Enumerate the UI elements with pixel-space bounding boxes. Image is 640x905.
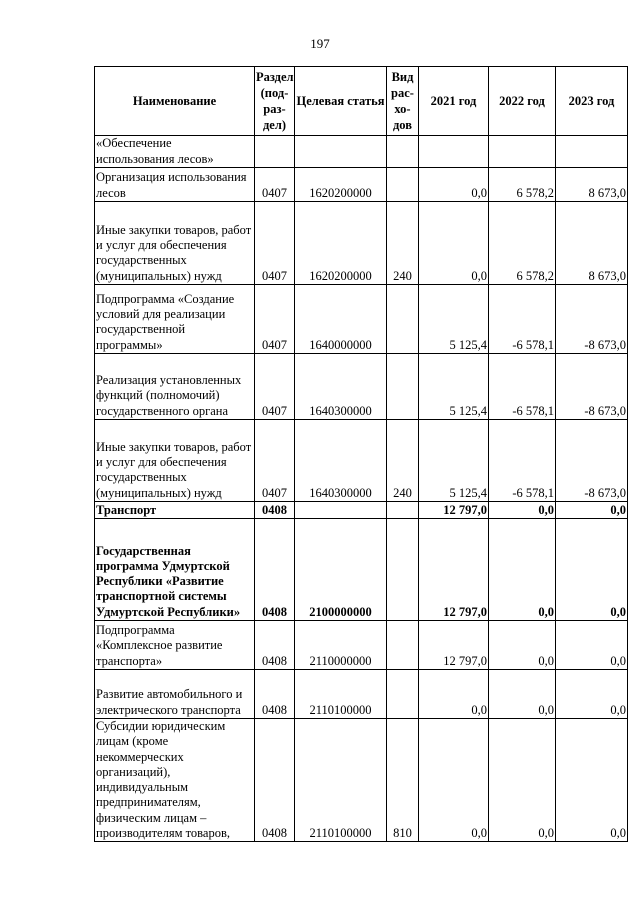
cell-section: 0407	[255, 285, 295, 354]
cell-name: Субсидии юридическим лицам (кроме некоммерческих организаций), индивидуальным предпринимателям, физическим лицам – производителям товаров,	[95, 719, 255, 842]
cell-target: 2110000000	[295, 621, 387, 670]
cell-2023: 8 673,0	[556, 168, 628, 202]
cell-2022: 6 578,2	[489, 202, 556, 285]
cell-name: Государственная программа Удмуртской Республики «Развитие транспортной системы Удмуртской Республики»	[95, 519, 255, 621]
cell-2023: -8 673,0	[556, 354, 628, 420]
cell-name: Транспорт	[95, 502, 255, 519]
table-row	[95, 719, 628, 842]
cell-2023: 0,0	[556, 719, 628, 842]
cell-2023: -8 673,0	[556, 420, 628, 502]
cell-section: 0408	[255, 621, 295, 670]
cell-2021: 5 125,4	[419, 285, 489, 354]
cell-2021: 0,0	[419, 168, 489, 202]
table-row	[95, 285, 628, 354]
cell-2022: -6 578,1	[489, 420, 556, 502]
table-row	[95, 202, 628, 285]
cell-target: 2100000000	[295, 519, 387, 621]
header-2022: 2022 год	[489, 67, 556, 136]
cell-2022: 0,0	[489, 621, 556, 670]
cell-kind	[387, 502, 419, 519]
cell-2021: 12 797,0	[419, 502, 489, 519]
cell-kind: 240	[387, 420, 419, 502]
cell-2023: 8 673,0	[556, 202, 628, 285]
cell-target: 1640300000	[295, 420, 387, 502]
cell-2021: 0,0	[419, 719, 489, 842]
cell-target: 1620200000	[295, 168, 387, 202]
cell-kind	[387, 136, 419, 168]
cell-section: 0407	[255, 354, 295, 420]
cell-kind	[387, 168, 419, 202]
cell-section: 0408	[255, 670, 295, 719]
cell-section: 0407	[255, 168, 295, 202]
cell-section: 0408	[255, 519, 295, 621]
table-row	[95, 621, 628, 670]
cell-2023: 0,0	[556, 670, 628, 719]
cell-section: 0408	[255, 719, 295, 842]
header-2023: 2023 год	[556, 67, 628, 136]
header-kind: Вид рас-хо-дов	[387, 67, 419, 136]
cell-target	[295, 136, 387, 168]
cell-section: 0408	[255, 502, 295, 519]
cell-2021: 0,0	[419, 670, 489, 719]
table-row	[95, 519, 628, 621]
table-header-row	[95, 67, 628, 136]
page-number: 197	[310, 36, 330, 51]
cell-2021: 5 125,4	[419, 420, 489, 502]
cell-name: Подпрограмма «Создание условий для реализации государственной программы»	[95, 285, 255, 354]
cell-2021	[419, 136, 489, 168]
table-row	[95, 670, 628, 719]
cell-2022: 0,0	[489, 502, 556, 519]
cell-2022: 0,0	[489, 519, 556, 621]
cell-section	[255, 136, 295, 168]
cell-name: Развитие автомобильного и электрического транспорта	[95, 670, 255, 719]
header-target: Целевая статья	[295, 67, 387, 136]
cell-name: Реализация установленных функций (полномочий) государственного органа	[95, 354, 255, 420]
cell-target	[295, 502, 387, 519]
cell-name: Иные закупки товаров, работ и услуг для обеспечения государственных (муниципальных) нужд	[95, 420, 255, 502]
cell-target: 2110100000	[295, 670, 387, 719]
cell-2022: -6 578,1	[489, 285, 556, 354]
cell-target: 1640300000	[295, 354, 387, 420]
cell-name: Подпрограмма «Комплексное развитие транспорта»	[95, 621, 255, 670]
cell-kind	[387, 621, 419, 670]
cell-2022: -6 578,1	[489, 354, 556, 420]
cell-2023: -8 673,0	[556, 285, 628, 354]
cell-2021: 0,0	[419, 202, 489, 285]
table-body	[95, 136, 628, 842]
cell-2023: 0,0	[556, 502, 628, 519]
cell-kind	[387, 285, 419, 354]
cell-2022: 6 578,2	[489, 168, 556, 202]
cell-kind: 240	[387, 202, 419, 285]
cell-2022	[489, 136, 556, 168]
table-row	[95, 502, 628, 519]
cell-2023: 0,0	[556, 519, 628, 621]
cell-kind	[387, 354, 419, 420]
cell-2021: 5 125,4	[419, 354, 489, 420]
header-2021: 2021 год	[419, 67, 489, 136]
cell-name: Иные закупки товаров, работ и услуг для обеспечения государственных (муниципальных) нужд	[95, 202, 255, 285]
budget-table	[94, 66, 628, 842]
cell-kind	[387, 519, 419, 621]
cell-2022: 0,0	[489, 719, 556, 842]
header-section: Раздел (под-раз-дел)	[255, 67, 295, 136]
table-row	[95, 354, 628, 420]
cell-2021: 12 797,0	[419, 621, 489, 670]
cell-target: 2110100000	[295, 719, 387, 842]
cell-2023	[556, 136, 628, 168]
table-row	[95, 420, 628, 502]
cell-name: Организация использования лесов	[95, 168, 255, 202]
cell-target: 1640000000	[295, 285, 387, 354]
cell-kind	[387, 670, 419, 719]
header-name: Наименование	[95, 67, 255, 136]
cell-2021: 12 797,0	[419, 519, 489, 621]
cell-2023: 0,0	[556, 621, 628, 670]
table-row	[95, 168, 628, 202]
cell-target: 1620200000	[295, 202, 387, 285]
cell-name: «Обеспечение использования лесов»	[95, 136, 255, 168]
table-row	[95, 136, 628, 168]
cell-kind: 810	[387, 719, 419, 842]
cell-section: 0407	[255, 202, 295, 285]
cell-section: 0407	[255, 420, 295, 502]
cell-2022: 0,0	[489, 670, 556, 719]
